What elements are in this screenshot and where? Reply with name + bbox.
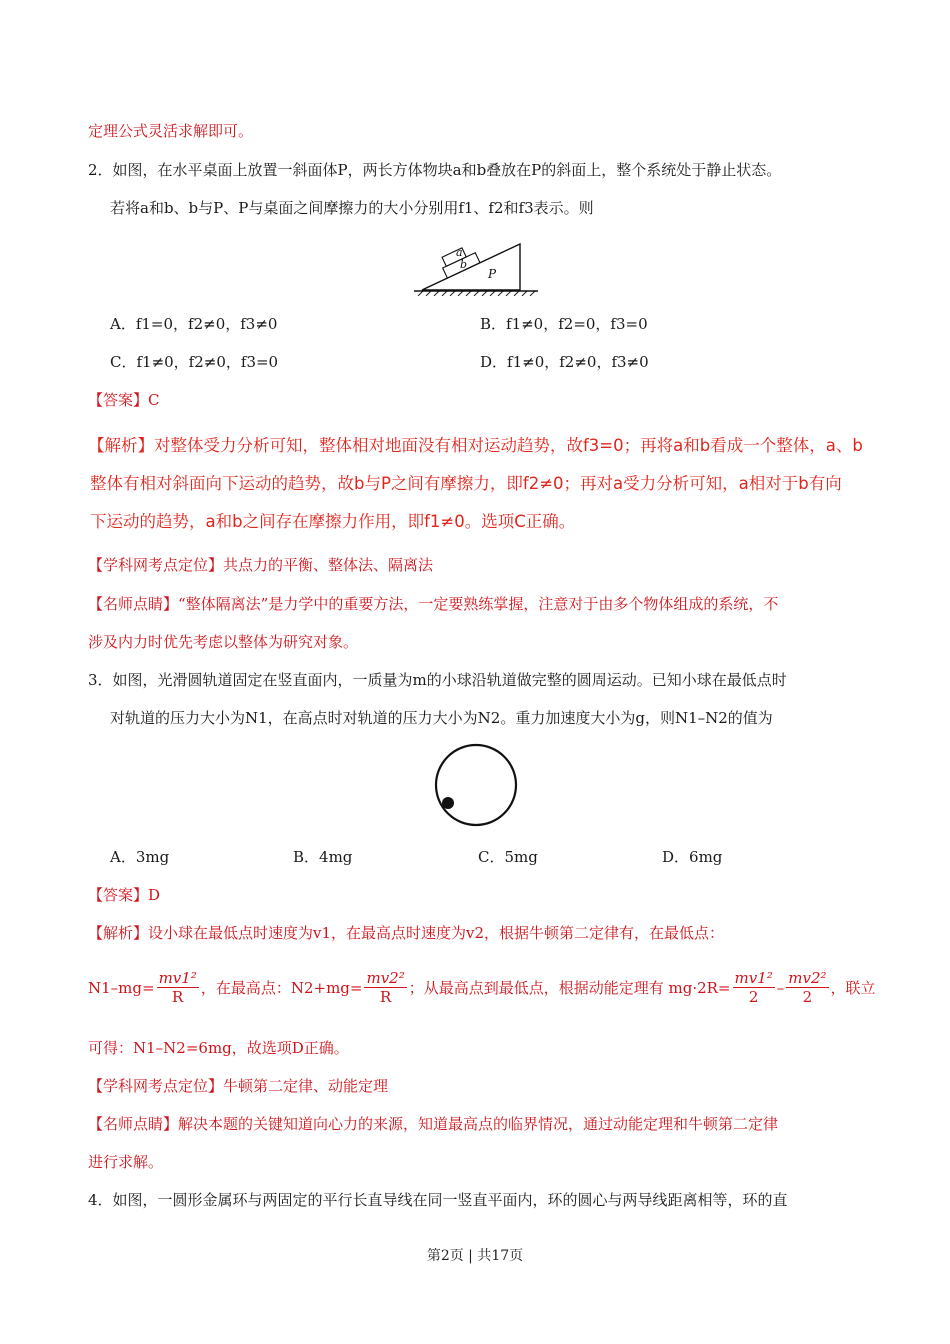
q3-option-d: D．6mg (662, 848, 723, 866)
q3-answer: 【答案】D (88, 886, 161, 904)
eq-mid2: ；从最高点到最低点，根据动能定理有 mg·2R= (408, 979, 731, 997)
q2-tip-line1: 【名师点睛】“整体隔离法”是力学中的重要方法，一定要熟练掌握，注意对于由多个物体组成的系统，不 (88, 595, 779, 613)
ball-icon (442, 797, 454, 809)
q4-number: 4． (88, 1191, 113, 1209)
q2-analysis-line3: 下运动的趋势，a和b之间存在摩擦力作用，即f1≠0。选项C正确。 (90, 512, 576, 531)
q3-stem-line1 (88, 670, 787, 690)
eq-lhs1: N1–mg= (88, 979, 155, 997)
q3-stem-line2: 对轨道的压力大小为N1，在高点时对轨道的压力大小为N2。重力加速度大小为g，则N1–N2的值为 (110, 709, 773, 727)
q3-tip-line1: 【名师点睛】解决本题的关键知道向心力的来源，知道最高点的临界情况，通过动能定理和牛顿第二定律 (88, 1115, 779, 1133)
eq-frac4-den: 2 (802, 987, 813, 1006)
q2-stem-line1 (88, 160, 781, 180)
q2-number: 2． (88, 161, 113, 179)
q3-knowledge: 【学科网考点定位】牛顿第二定律、动能定理 (88, 1077, 389, 1095)
eq-frac1-num: mv1² (158, 968, 197, 987)
q2-stem-text1: 如图，在水平桌面上放置一斜面体P，两长方体物块a和b叠放在P的斜面上，整个系统处于静止状态。 (112, 161, 782, 179)
q3-equation-line (88, 968, 876, 1008)
q3-option-a: A．3mg (110, 848, 170, 866)
eq-frac2-den: R (379, 987, 392, 1006)
q2-analysis-line1: 【解析】对整体受力分析可知，整体相对地面没有相对运动趋势，故f3=0；再将a和b看成一个整体，a、b (88, 436, 863, 455)
eq-frac1 (157, 969, 199, 1006)
q2-tip-line2: 涉及内力时优先考虑以整体为研究对象。 (88, 633, 359, 651)
eq-frac4 (786, 969, 828, 1006)
eq-end: ，联立 (830, 979, 876, 997)
q3-number: 3． (88, 671, 113, 689)
page-footer: 第2页 | 共17页 (426, 1248, 524, 1264)
q4-stem-line1 (88, 1190, 788, 1210)
eq-mid1: ，在最高点：N2+mg= (200, 979, 363, 997)
intro-red-line: 定理公式灵活求解即可。 (88, 122, 254, 140)
circle-track-figure (430, 740, 525, 832)
q2-option-a: A．f1=0，f2≠0，f3≠0 (110, 315, 278, 333)
q3-option-b: B．4mg (293, 848, 353, 866)
q2-analysis-line2: 整体有相对斜面向下运动的趋势，故b与P之间有摩擦力，即f2≠0；再对a受力分析可知，a相对于b有向 (90, 474, 842, 493)
eq-frac4-num: mv2² (788, 968, 827, 987)
q2-answer: 【答案】C (88, 391, 160, 409)
incline-p-label: P (488, 267, 497, 281)
q3-conclusion: 可得：N1–N2=6mg，故选项D正确。 (88, 1039, 349, 1057)
block-b-label: b (460, 258, 468, 271)
q2-stem-line2: 若将a和b、b与P、P与桌面之间摩擦力的大小分别用f1、f2和f3表示。则 (110, 199, 594, 217)
block-a-label: a (456, 246, 463, 259)
q2-knowledge: 【学科网考点定位】共点力的平衡、整体法、隔离法 (88, 556, 434, 574)
eq-minus: – (776, 979, 785, 997)
eq-frac3-num: mv1² (734, 968, 773, 987)
q2-option-b: B．f1≠0，f2=0，f3=0 (480, 315, 648, 333)
eq-frac1-den: R (172, 987, 184, 1006)
eq-frac2 (364, 969, 406, 1006)
eq-frac2-num: mv2² (366, 968, 405, 987)
q4-stem-text1: 如图，一圆形金属环与两固定的平行长直导线在同一竖直平面内，环的圆心与两导线距离相等，环的直 (112, 1191, 788, 1209)
incline-figure (410, 236, 540, 296)
eq-frac3 (733, 969, 775, 1006)
q3-tip-line2: 进行求解。 (88, 1153, 164, 1171)
eq-frac3-den: 2 (748, 987, 759, 1006)
q3-stem-text1: 如图，光滑圆轨道固定在竖直面内，一质量为m的小球沿轨道做完整的圆周运动。已知小球在最低点时 (112, 671, 787, 689)
q2-option-c: C．f1≠0，f2≠0，f3=0 (110, 353, 279, 371)
q3-option-c: C．5mg (478, 848, 538, 866)
q3-analysis-line1: 【解析】设小球在最低点时速度为v1，在最高点时速度为v2，根据牛顿第二定律有，在最低点： (88, 924, 725, 942)
q2-option-d: D．f1≠0，f2≠0，f3≠0 (480, 353, 649, 371)
